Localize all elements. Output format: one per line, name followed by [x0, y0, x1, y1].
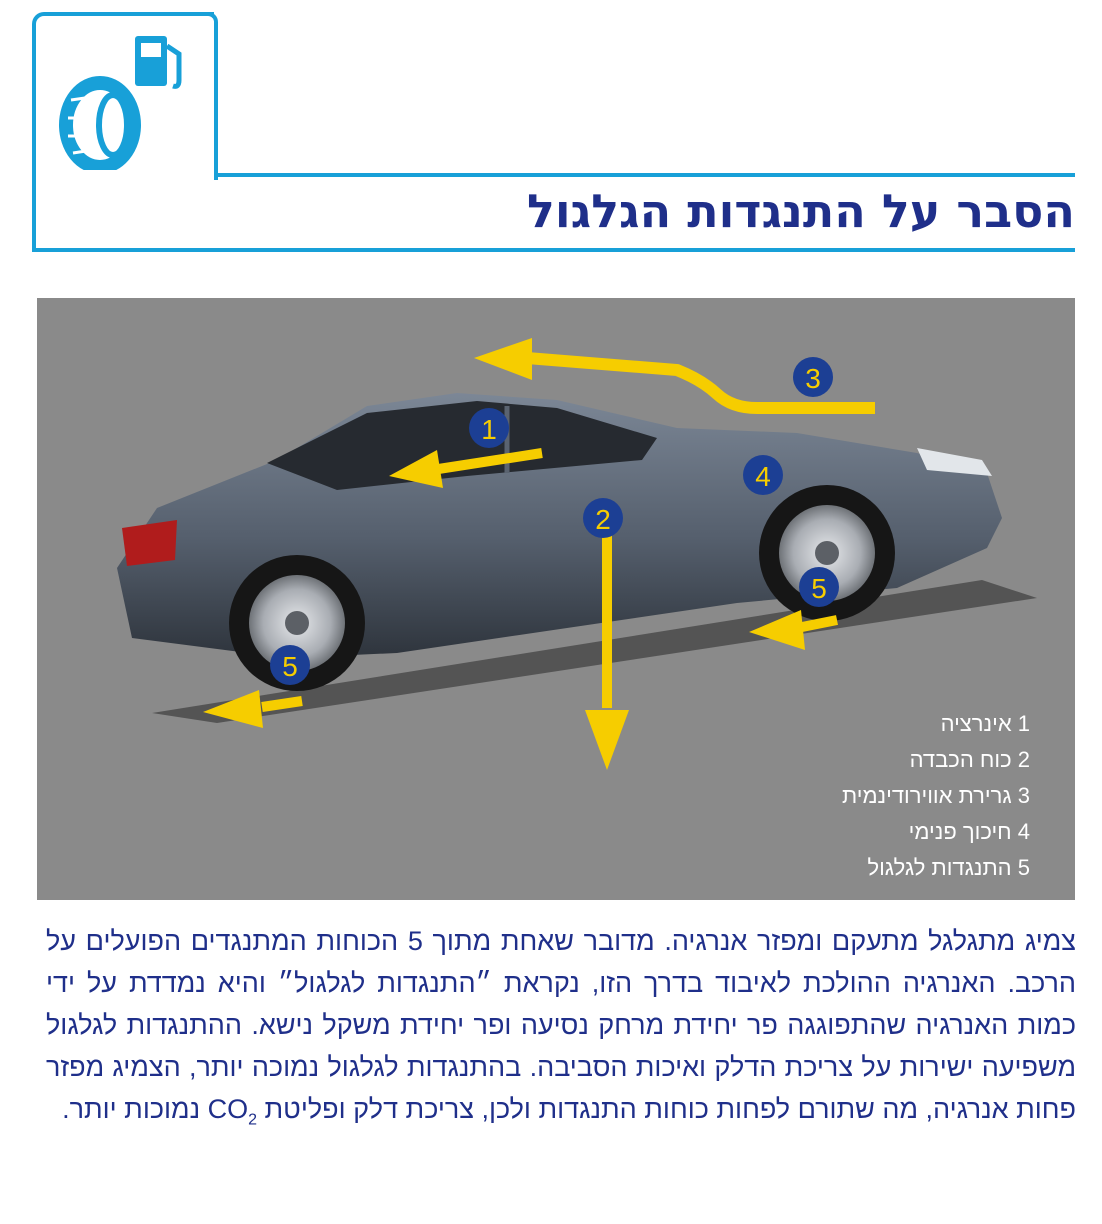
svg-text:3: 3 — [805, 363, 821, 394]
svg-text:1: 1 — [481, 414, 497, 445]
tail-light — [122, 520, 177, 566]
title-underline — [32, 248, 1075, 252]
paragraph-ending: נמוכות יותר. — [62, 1094, 208, 1124]
legend-item: 3 גרירת אווירודינמית — [841, 783, 1030, 808]
car-forces-figure — [37, 298, 1075, 900]
legend-item: 4 חיכוך פנימי — [908, 819, 1030, 844]
tire-icon — [66, 83, 134, 167]
legend-item: 2 כוח הכבדה — [909, 747, 1030, 772]
header-frame-corner — [208, 12, 218, 180]
svg-text:5: 5 — [282, 651, 298, 682]
svg-text:4: 4 — [755, 461, 771, 492]
svg-text:2: 2 — [595, 504, 611, 535]
co2-formula: $CO_2$ — [207, 1094, 258, 1129]
fuel-pump-icon — [135, 36, 179, 86]
tire-fuel-logo — [55, 30, 195, 170]
explanation-paragraph — [46, 920, 1076, 1141]
legend-item: 5 התנגדות לגלגול — [867, 855, 1030, 880]
paragraph-text: צמיג מתגלגל מתעקם ומפזר אנרגיה. מדובר שאחת מתוך 5 הכוחות המתנגדים הפועלים על הרכב. האנרגיה ההולכת לאיבוד בדרך הזו, נקראת ״התנגדות לגלגול״ והיא נמדדת על ידי כמות האנרגיה שהתפוגגה פר יחידת מרחק נסיעה ופר יחידת משקל נישא. ההתנגדות לגלגול משפיעה ישירות על צריכת הדלק ואיכות הסביבה. בהתנגדות לגלגול נמוכה יותר, הצמיג מפזר פחות אנרגיה, מה שתורם לפחות כוחות התנגדות ולכן, צריכת דלק ופליטת — [46, 926, 1077, 1124]
header-divider — [214, 173, 1075, 177]
svg-text:5: 5 — [811, 573, 827, 604]
forces-legend — [842, 706, 1030, 886]
page-title: הסבר על התנגדות הגלגול — [527, 184, 1075, 238]
legend-item: 1 אינרציה — [940, 711, 1030, 736]
